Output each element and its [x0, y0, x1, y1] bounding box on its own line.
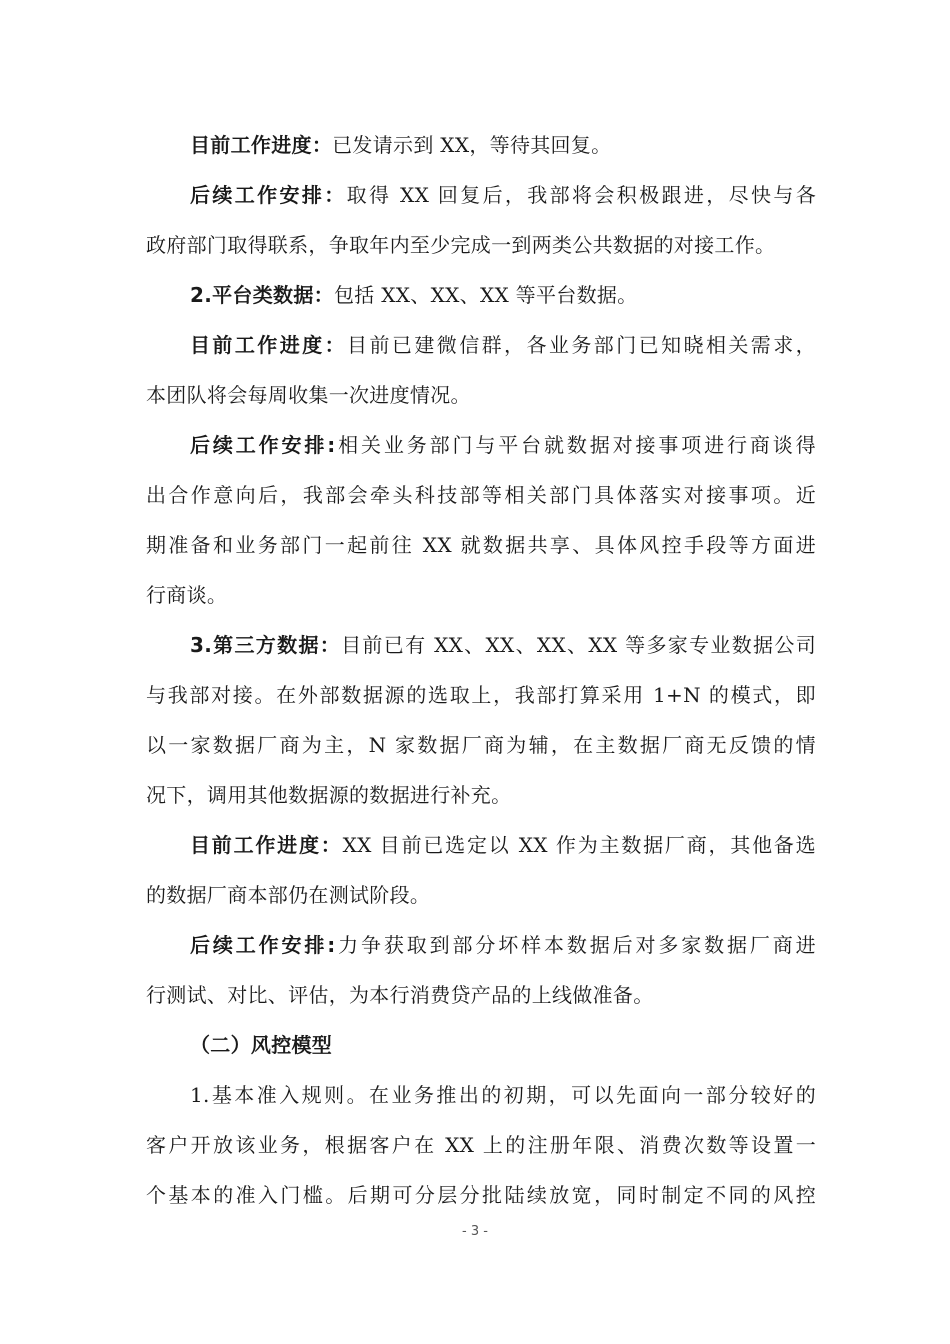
paragraph-line: 与我部对接。在外部数据源的选取上，我部打算采用 1+N 的模式，即 [146, 683, 816, 707]
body-text: 已发请示到 XX，等待其回复。 [332, 133, 612, 157]
bold-label: 后续工作安排 [190, 183, 325, 207]
list-number: 3. [190, 633, 213, 657]
body-text: XX 目前已选定以 XX 作为主数据厂商，其他备选 [342, 833, 816, 857]
paragraph-line: 目前工作进度：XX 目前已选定以 XX 作为主数据厂商，其他备选 [190, 833, 816, 857]
paragraph-line: 后续工作安排:力争获取到部分坏样本数据后对多家数据厂商进 [190, 933, 816, 957]
paragraph-line: 行商谈。 [146, 583, 228, 607]
paragraph-line: 个基本的准入门槛。后期可分层分批陆续放宽，同时制定不同的风控 [146, 1183, 816, 1207]
body-text: 包括 XX、XX、XX 等平台数据。 [333, 283, 638, 307]
list-number: 2. [190, 283, 213, 307]
paragraph-line: 期准备和业务部门一起前往 XX 就数据共享、具体风控手段等方面进 [146, 533, 816, 557]
section-heading: （二）风控模型 [190, 1033, 333, 1057]
paragraph-line: 出合作意向后，我部会牵头科技部等相关部门具体落实对接事项。近 [146, 483, 816, 507]
bold-label: 第三方数据 [212, 633, 320, 657]
paragraph-line: 后续工作安排：取得 XX 回复后，我部将会积极跟进，尽快与各 [190, 183, 816, 207]
paragraph-line: 的数据厂商本部仍在测试阶段。 [146, 883, 431, 907]
paragraph-line: 2.平台类数据：包括 XX、XX、XX 等平台数据。 [190, 283, 638, 307]
page-number: - 3 - [462, 1224, 488, 1239]
paragraph-line: 以一家数据厂商为主，N 家数据厂商为辅，在主数据厂商无反馈的情 [146, 733, 816, 757]
paragraph-line: 3.第三方数据：目前已有 XX、XX、XX、XX 等多家专业数据公司 [190, 633, 817, 657]
paragraph-line: 行测试、对比、评估，为本行消费贷产品的上线做准备。 [146, 983, 654, 1007]
bold-label: 后续工作安排 [190, 433, 328, 457]
paragraph-line: 后续工作安排:相关业务部门与平台就数据对接事项进行商谈得 [190, 433, 816, 457]
body-text: 力争获取到部分坏样本数据后对多家数据厂商进 [335, 933, 816, 957]
paragraph-line: 客户开放该业务，根据客户在 XX 上的注册年限、消费次数等设置一 [146, 1133, 816, 1157]
paragraph-line: 目前工作进度：已发请示到 XX，等待其回复。 [190, 133, 612, 157]
bold-label: 目前工作进度 [190, 833, 321, 857]
body-text: 相关业务部门与平台就数据对接事项进行商谈得 [335, 433, 816, 457]
bold-label: 后续工作安排 [190, 933, 328, 957]
paragraph-line: 本团队将会每周收集一次进度情况。 [146, 383, 471, 407]
body-text: 目前已有 XX、XX、XX、XX 等多家专业数据公司 [341, 633, 817, 657]
bold-label: 目前工作进度 [190, 333, 325, 357]
body-text: 目前已建微信群，各业务部门已知晓相关需求， [347, 333, 816, 357]
paragraph-line: 况下，调用其他数据源的数据进行补充。 [146, 783, 512, 807]
bold-label: 平台类数据 [212, 283, 314, 307]
paragraph-line: 1.基本准入规则。在业务推出的初期，可以先面向一部分较好的 [190, 1083, 816, 1107]
bold-label: 目前工作进度 [190, 133, 312, 157]
paragraph-line: 目前工作进度：目前已建微信群，各业务部门已知晓相关需求， [190, 333, 816, 357]
body-text: 取得 XX 回复后，我部将会积极跟进，尽快与各 [346, 183, 816, 207]
paragraph-line: 政府部门取得联系，争取年内至少完成一到两类公共数据的对接工作。 [146, 233, 776, 257]
